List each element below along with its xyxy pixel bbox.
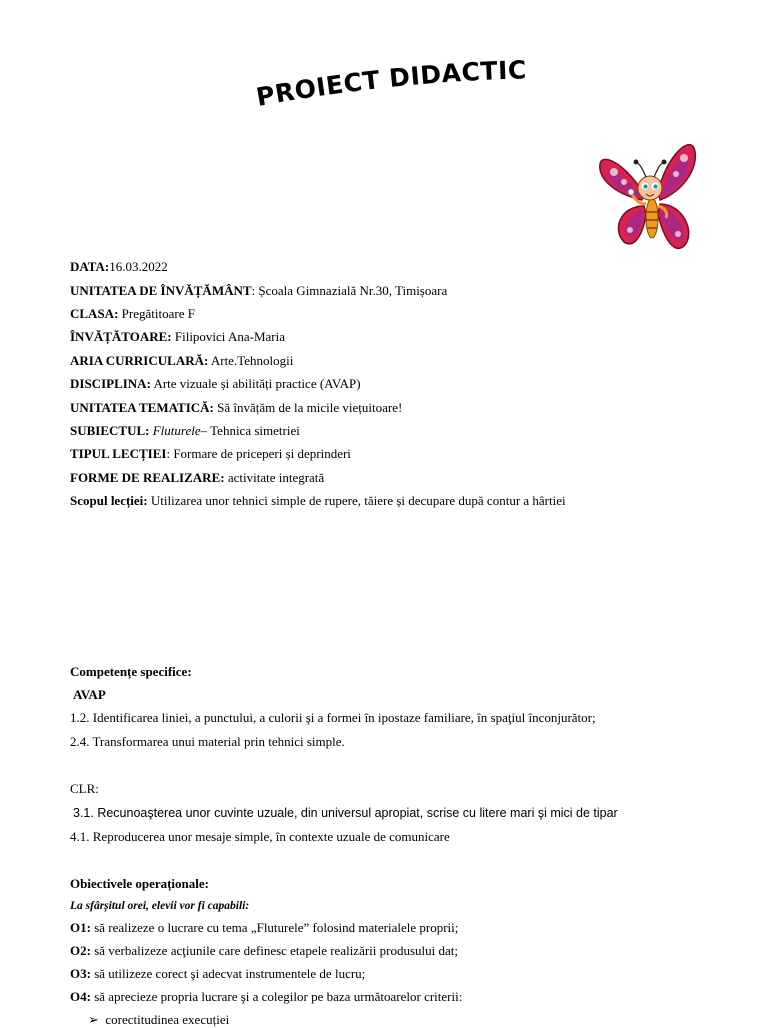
obiectiv-o4: O4: să aprecieze propria lucrare şi a colegilor pe baza următoarelor criterii:: [70, 989, 463, 1004]
clr-item-2: 4.1. Reproducerea unor mesaje simple, în contexte uzuale de comunicare: [70, 829, 450, 844]
field-subiectul: SUBIECTUL: Fluturele– Tehnica simetriei: [70, 423, 300, 438]
avap-label: AVAP: [73, 687, 106, 702]
field-clasa: CLASA: Pregătitoare F: [70, 306, 195, 321]
field-invatatoare: ÎNVĂȚĂTOARE: Filipovici Ana-Maria: [70, 329, 285, 344]
obiectiv-o2: O2: să verbalizeze acţiunile care definesc etapele realizării produsului dat;: [70, 943, 459, 958]
avap-item-2: 2.4. Transformarea unui material prin tehnici simple.: [70, 734, 345, 749]
field-forme-realizare: FORME DE REALIZARE: activitate integrată: [70, 470, 325, 485]
butterfly-cartoon-icon: [596, 134, 700, 262]
criteriu-item: ➢ corectitudinea execuției: [88, 1012, 230, 1027]
field-scopul-lectiei: Scopul lecției: Utilizarea unor tehnici simple de rupere, tăiere și decupare după contur a hârtiei: [70, 493, 566, 508]
field-data: DATA:16.03.2022: [70, 259, 168, 274]
obiectiv-o1: O1: să realizeze o lucrare cu tema „Fluturele” folosind materialele proprii;: [70, 920, 459, 935]
field-unitatea: UNITATEA DE ÎNVĂȚĂMÂNT: Școala Gimnazială Nr.30, Timișoara: [70, 283, 448, 298]
competente-heading: Competențe specifice:: [70, 664, 192, 679]
field-tipul-lectiei: TIPUL LECȚIEI: Formare de priceperi și deprinderi: [70, 446, 351, 461]
arrow-bullet-icon: ➢: [88, 1012, 99, 1027]
field-disciplina: DISCIPLINA: Arte vizuale și abilități practice (AVAP): [70, 376, 361, 391]
clr-item-1: 3.1. Recunoaşterea unor cuvinte uzuale, din universul apropiat, scrise cu litere mari şi mici de tipar: [73, 806, 618, 820]
title-arc: [252, 55, 592, 122]
avap-item-1: 1.2. Identificarea liniei, a punctului, a culorii şi a formei în ipostaze familiare, în spaţiul înconjurător;: [70, 710, 596, 725]
field-aria-curriculara: ARIA CURRICULARĂ: Arte.Tehnologii: [70, 353, 294, 368]
title-text: PROIECT DIDACTIC: [254, 55, 528, 112]
obiectiv-o3: O3: să utilizeze corect şi adecvat instrumentele de lucru;: [70, 966, 366, 981]
page-title: [252, 55, 592, 122]
obiective-intro: La sfârșitul orei, elevii vor fi capabili:: [70, 900, 250, 912]
clr-label: CLR:: [70, 781, 99, 796]
field-unitatea-tematica: UNITATEA TEMATICĂ: Să învățăm de la micile viețuitoare!: [70, 400, 403, 415]
obiective-heading: Obiectivele operaționale:: [70, 876, 209, 891]
